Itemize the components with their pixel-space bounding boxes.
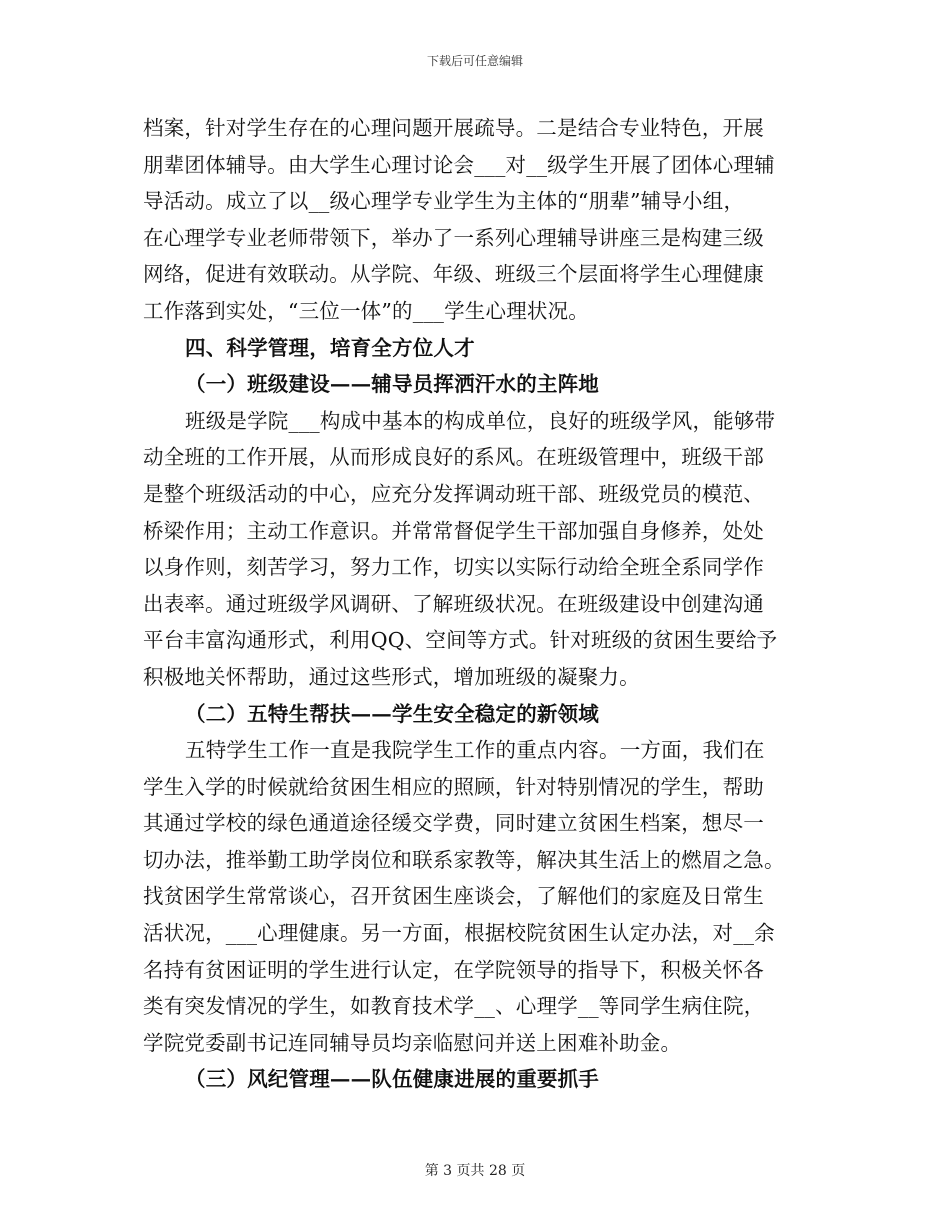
text-line: 平台丰富沟通形式，利用QQ、空间等方式。针对班级的贫困生要给予 [143,628,778,653]
text-line: 朋辈团体辅导。由大学生心理讨论会___对__级学生开展了团体心理辅 [143,152,775,177]
text-line: 其通过学校的绿色通道途径缓交学费，同时建立贫困生档案，想尽一 [143,811,764,836]
text-line: 导活动。成立了以__级心理学专业学生为主体的“朋辈”辅导小组， [143,189,745,214]
section-heading: （一）班级建设——辅导员挥洒汗水的主阵地 [185,372,599,397]
section-heading: 四、科学管理，培育全方位人才 [185,335,475,360]
text-line: 切办法，推举勤工助学岗位和联系家教等，解决其生活上的燃眉之急。 [143,847,785,872]
page-number: 第 3 页共 28 页 [424,1163,526,1179]
text-line: 名持有贫困证明的学生进行认定，在学院领导的指导下，积极关怀各 [143,957,764,982]
text-line: 工作落到实处，“三位一体”的___学生心理状况。 [143,298,590,323]
text-line: 是整个班级活动的中心，应充分发挥调动班干部、班级党员的模范、 [143,481,764,506]
text-line: 出表率。通过班级学风调研、了解班级状况。在班级建设中创建沟通 [143,591,764,616]
text-line: 活状况，___心理健康。另一方面，根据校院贫困生认定办法，对__余 [143,921,775,946]
text-line: 在心理学专业老师带领下，举办了一系列心理辅导讲座三是构建三级 [143,225,764,250]
text-line: 网络，促进有效联动。从学院、年级、班级三个层面将学生心理健康 [143,262,764,287]
text-line: 学院党委副书记连同辅导员均亲临慰问并送上困难补助金。 [143,1030,682,1055]
text-line: 积极地关怀帮助，通过这些形式，增加班级的凝聚力。 [143,664,640,689]
section-heading: （三）风纪管理——队伍健康进展的重要抓手 [185,1067,599,1092]
page-header: 下载后可任意编辑 [426,54,523,68]
text-line: 班级是学院___构成中基本的构成单位，良好的班级学风，能够带 [185,408,776,433]
text-line: 档案，针对学生存在的心理问题开展疏导。二是结合专业特色，开展 [143,116,764,140]
text-line: 学生入学的时候就给贫困生相应的照顾，针对特别情况的学生，帮助 [143,774,764,799]
text-line: 找贫困学生常常谈心，召开贫困生座谈会，了解他们的家庭及日常生 [143,884,764,909]
text-line: 动全班的工作开展，从而形成良好的系风。在班级管理中，班级干部 [143,445,764,470]
text-line: 桥梁作用；主动工作意识。并常常督促学生干部加强自身修养，处处 [143,518,764,543]
text-line: 类有突发情况的学生，如教育技术学__、心理学__等同学生病住院， [143,994,765,1019]
document-body [143,110,808,1098]
section-heading: （二）五特生帮扶——学生安全稳定的新领域 [185,701,599,726]
text-line: 五特学生工作一直是我院学生工作的重点内容。一方面，我们在 [185,738,765,763]
text-line: 以身作则，刻苦学习，努力工作，切实以实际行动给全班全系同学作 [143,555,764,580]
